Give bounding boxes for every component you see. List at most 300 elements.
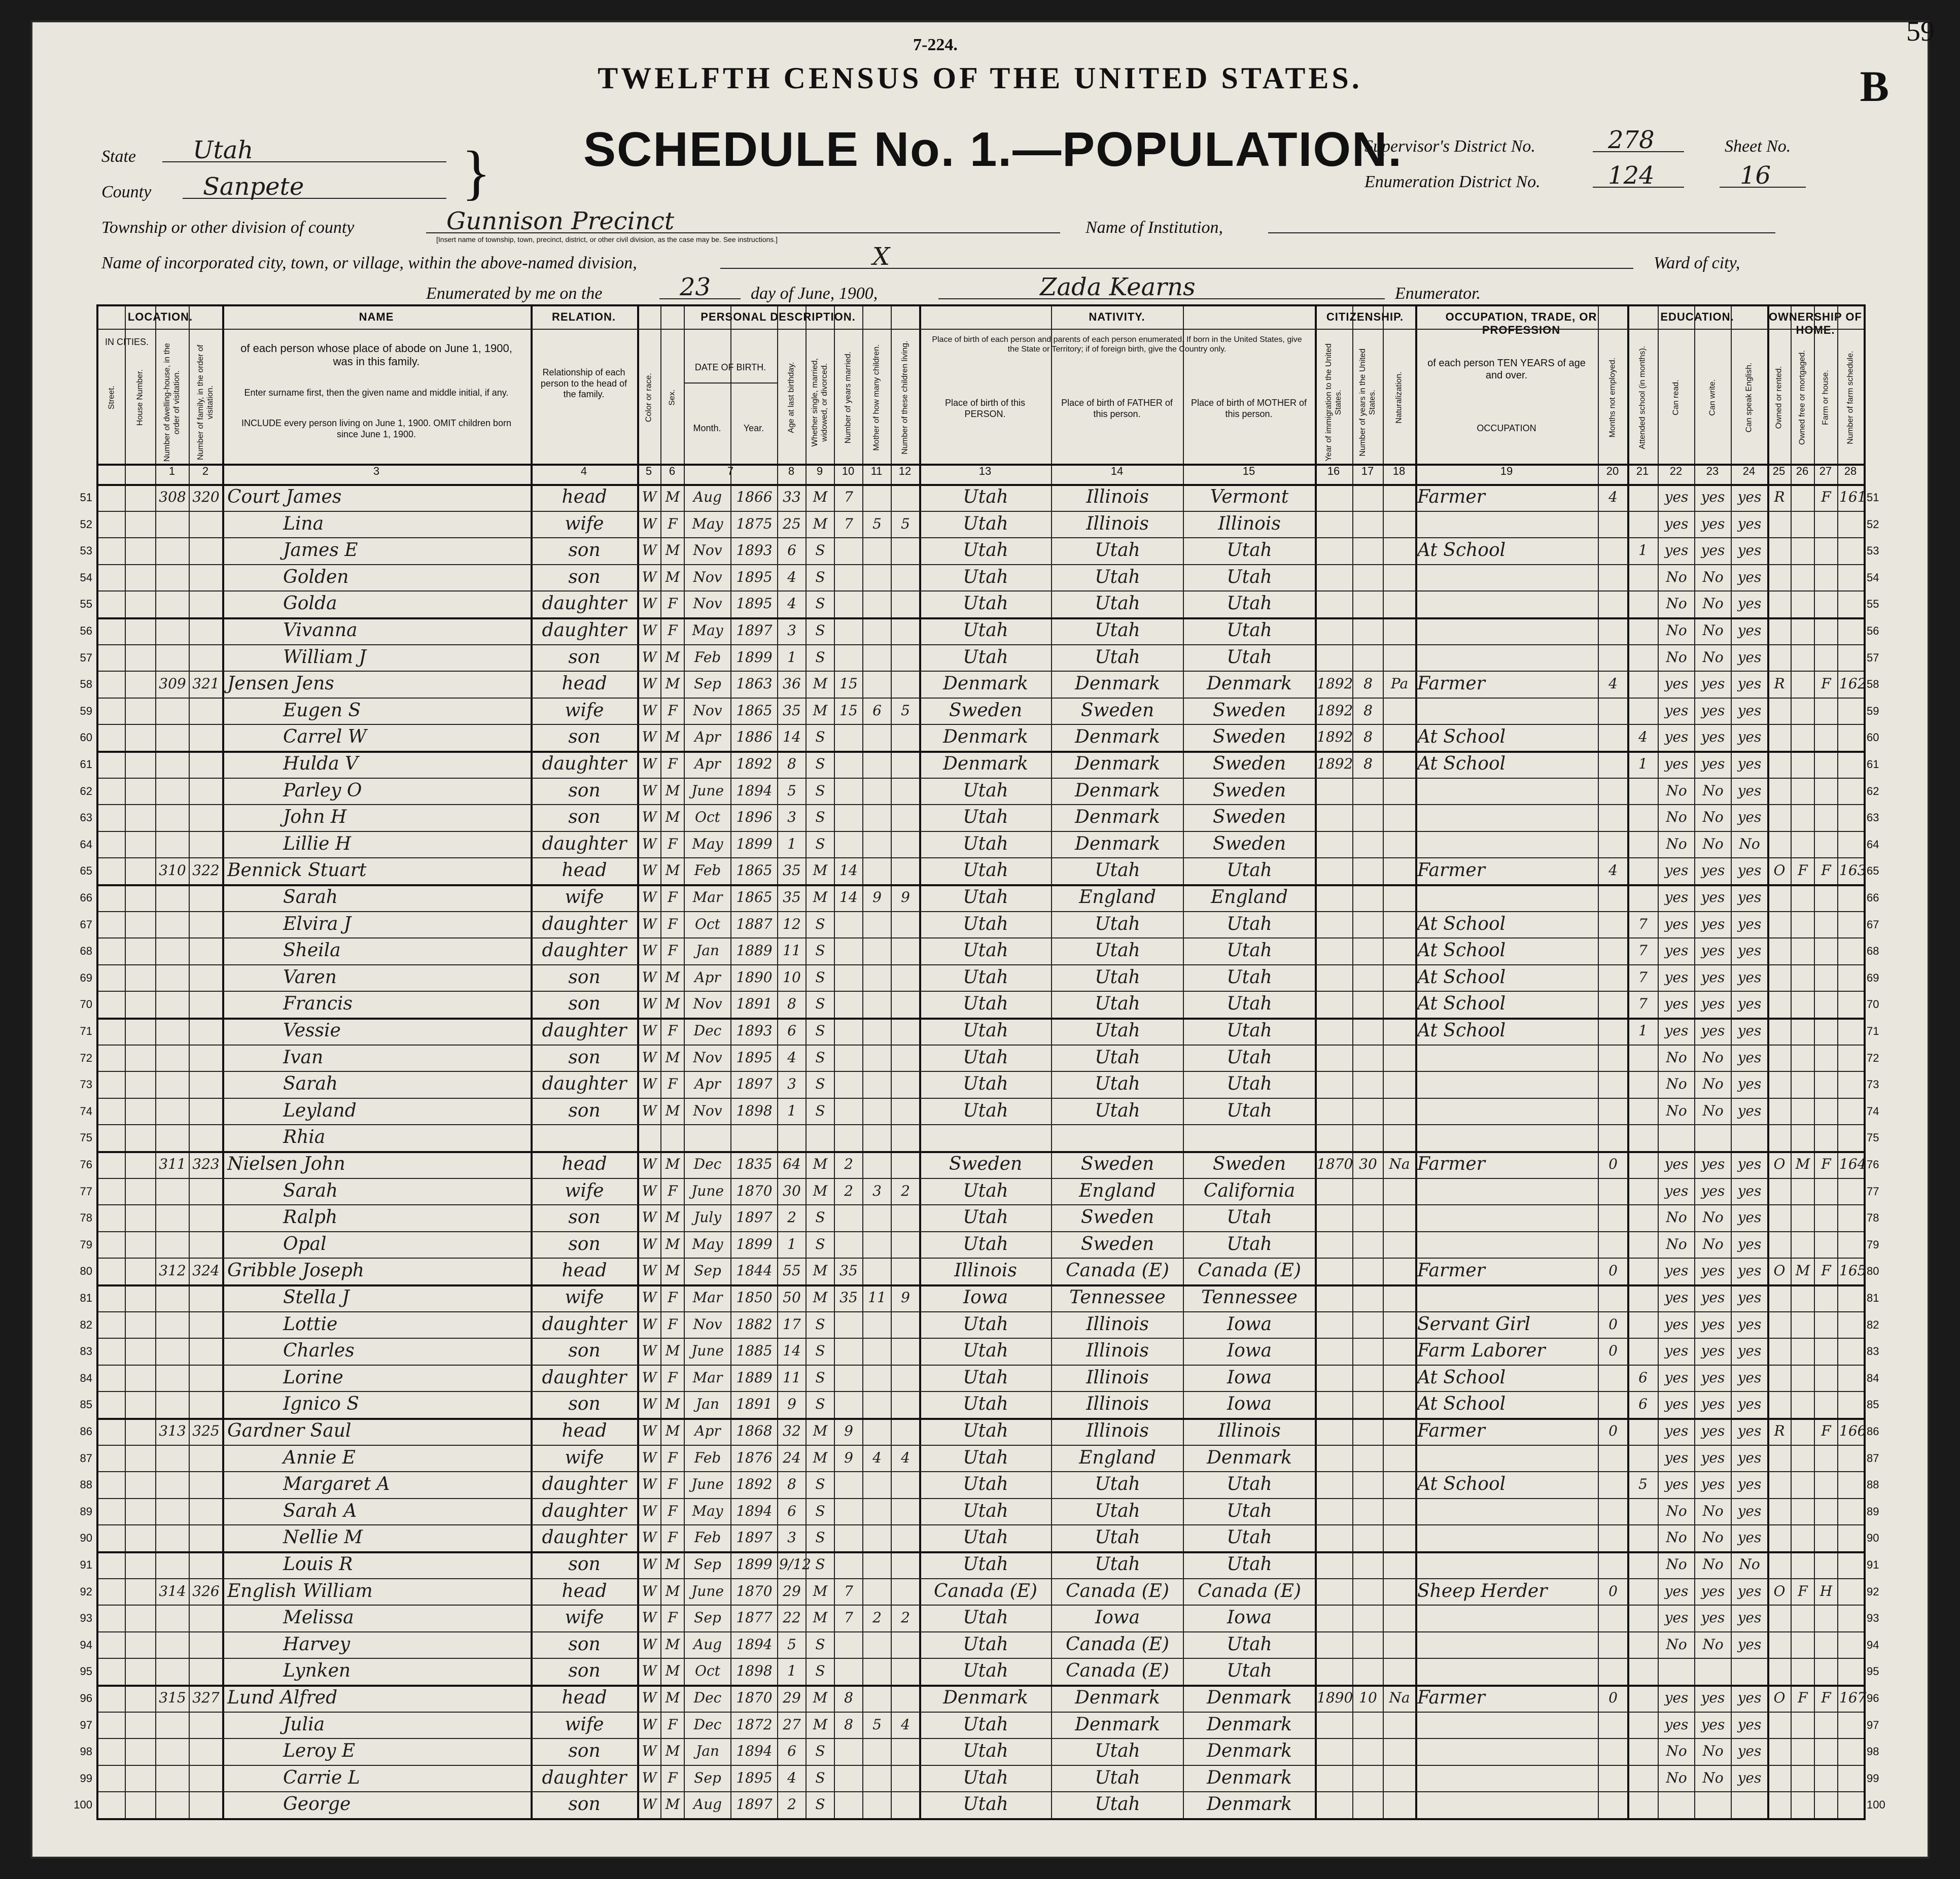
cell-sex: M (665, 1636, 680, 1653)
cell-bm: Utah (1227, 566, 1272, 587)
cell-month: July (693, 1209, 722, 1226)
cell-relation: son (568, 566, 601, 587)
cell-write: No (1702, 1743, 1724, 1760)
cell-write: No (1702, 1075, 1724, 1093)
cell-color: W (642, 915, 657, 932)
cell-color: W (642, 1049, 657, 1066)
group-header-education: EDUCATION. (1660, 310, 1734, 323)
column-number: 7 (727, 465, 734, 477)
cell-imm: 1870 (1317, 1156, 1353, 1172)
cell-marital: S (815, 1049, 825, 1066)
in-cities-header: IN CITIES. (104, 337, 149, 347)
cell-age: 22 (783, 1609, 801, 1626)
cell-marital: S (815, 1075, 825, 1093)
cell-color: W (642, 835, 657, 852)
cell-month: Dec (693, 1716, 722, 1733)
cell-month: Aug (693, 1796, 722, 1813)
cell-sched: 163 (1839, 862, 1867, 879)
cell-bm: Iowa (1227, 1367, 1272, 1388)
cell-speak: yes (1737, 942, 1762, 959)
cell-bf: Denmark (1075, 753, 1160, 774)
nativity-note: Place of birth of each person and parents of each person enumerated. If born in the United States, give the State or Territory; if of foreign birth, give the Country only. (932, 335, 1302, 354)
cell-year: 1892 (736, 1476, 773, 1493)
cell-bp: Utah (963, 913, 1008, 934)
cell-sex: F (668, 1716, 678, 1733)
year-column-header: Year. (743, 423, 764, 433)
cell-month: May (692, 515, 723, 532)
cell-bp: Utah (963, 1100, 1008, 1121)
group-header-ownership: OWNERSHIP OF HOME. (1769, 310, 1862, 336)
cell-family: 323 (192, 1156, 220, 1172)
column-rule (1837, 306, 1838, 1818)
cell-name: Sarah (283, 887, 338, 908)
cell-name: Opal (283, 1233, 327, 1255)
cell-bp: Utah (963, 620, 1008, 641)
cell-bf: Utah (1095, 913, 1140, 934)
cell-sex: M (665, 809, 680, 826)
cell-ym: 14 (839, 889, 858, 906)
cell-color: W (642, 1396, 657, 1413)
cell-bf: Canada (E) (1066, 1660, 1169, 1682)
cell-bm: Illinois (1218, 1420, 1281, 1441)
cell-age: 3 (787, 809, 796, 826)
column-rule (1694, 306, 1695, 1818)
column-rule (1352, 306, 1353, 1818)
cell-relation: son (568, 1660, 601, 1682)
cell-bf: Sweden (1080, 1154, 1154, 1174)
cell-ym: 7 (844, 1582, 853, 1599)
cell-color: W (642, 862, 657, 879)
cell-age: 8 (787, 755, 796, 772)
cell-sex: M (665, 1049, 680, 1066)
cell-speak: yes (1737, 1049, 1762, 1066)
cell-color: W (642, 809, 657, 826)
column-rule (1731, 306, 1732, 1818)
cell-read: yes (1664, 1289, 1689, 1306)
cell-bm: Denmark (1207, 1794, 1292, 1815)
cell-bp: Utah (963, 1767, 1008, 1788)
cell-write: No (1702, 622, 1724, 639)
cell-read: No (1666, 835, 1687, 852)
occupation-column-header: OCCUPATION (1477, 423, 1536, 433)
cell-age: 1 (787, 835, 796, 852)
column-header-nat: Naturalization. (1394, 371, 1404, 424)
cell-bp: Utah (963, 1367, 1008, 1388)
line-number: 96 (80, 1692, 92, 1704)
cell-sex: M (665, 1689, 680, 1706)
cell-mu: 0 (1608, 1315, 1618, 1333)
name-column-note2: INCLUDE every person living on June 1, 1900. OMIT children born since June 1, 1900. (241, 418, 511, 439)
cell-year: 1895 (736, 595, 773, 612)
cell-speak: yes (1737, 1102, 1762, 1119)
cell-bm: Sweden (1212, 833, 1286, 854)
cell-read: yes (1664, 1582, 1689, 1599)
cell-bm: Utah (1227, 1554, 1272, 1575)
cell-bf: Illinois (1086, 1367, 1149, 1388)
cell-name: George (283, 1794, 351, 1815)
cell-color: W (642, 995, 657, 1013)
cell-age: 6 (787, 1502, 796, 1519)
cell-age: 14 (783, 728, 801, 746)
cell-family: 320 (192, 489, 220, 505)
cell-age: 1 (787, 648, 796, 666)
column-number: 17 (1361, 465, 1374, 477)
line-number-right: 100 (1867, 1798, 1885, 1812)
cell-marital: M (813, 1289, 828, 1306)
column-header-read: Can read. (1671, 379, 1681, 415)
cell-yus: 8 (1363, 728, 1373, 746)
cell-year: 1899 (736, 835, 773, 852)
group-header-occupation: OCCUPATION, TRADE, OR PROFESSION (1445, 310, 1597, 336)
cell-bp: Utah (963, 513, 1008, 534)
schedule-title: SCHEDULE No. 1.—POPULATION. (583, 122, 1403, 177)
cell-relation: wife (565, 1607, 604, 1628)
cell-bf: Illinois (1086, 1420, 1149, 1441)
line-number: 88 (80, 1478, 92, 1491)
line-number-right: 94 (1867, 1638, 1879, 1651)
date-of-birth-header: DATE OF BIRTH. (694, 362, 766, 372)
cell-marital: M (813, 1156, 828, 1172)
cell-speak: No (1739, 1556, 1760, 1573)
cell-relation: son (568, 966, 601, 988)
cell-bf: Illinois (1086, 1394, 1149, 1415)
column-header-marital: Whether single, married, widowed, or divorced. (810, 358, 829, 447)
cell-color: W (642, 889, 657, 906)
cell-year: 1899 (736, 1556, 773, 1573)
column-rule (155, 306, 156, 1818)
cell-own: O (1773, 1262, 1786, 1279)
line-number-right: 55 (1867, 598, 1879, 611)
cell-relation: head (562, 1154, 607, 1174)
cell-occ: At School (1417, 540, 1506, 561)
cell-bf: Canada (E) (1066, 1580, 1169, 1602)
cell-color: W (642, 1075, 657, 1093)
cell-att: 1 (1638, 1022, 1648, 1039)
line-number-right: 82 (1867, 1318, 1879, 1331)
cell-marital: S (815, 542, 825, 559)
cell-ym: 8 (844, 1689, 853, 1706)
cell-ym: 2 (844, 1156, 853, 1172)
cell-year: 1889 (736, 942, 773, 959)
cell-speak: yes (1737, 728, 1762, 746)
supervisor-line (1593, 126, 1684, 152)
column-number: 24 (1742, 465, 1756, 477)
cell-age: 3 (787, 1075, 796, 1093)
line-number: 74 (80, 1104, 92, 1118)
line-number-right: 99 (1867, 1771, 1879, 1785)
occupation-note: of each person TEN YEARS of age and over. (1427, 358, 1586, 381)
cell-read: yes (1664, 995, 1689, 1013)
cell-bp: Utah (963, 1554, 1008, 1575)
cell-bf: Utah (1095, 1500, 1140, 1521)
cell-dwelling: 311 (159, 1156, 186, 1172)
cell-sex: M (665, 675, 680, 692)
column-rule (1183, 306, 1184, 1818)
column-header-color: Color or race. (644, 373, 653, 423)
column-number: 14 (1110, 465, 1124, 477)
cell-year: 1885 (736, 1342, 773, 1360)
cell-write: No (1702, 1049, 1724, 1066)
cell-dwelling: 313 (159, 1422, 186, 1439)
cell-color: W (642, 1422, 657, 1439)
ward-label: Ward of city, (1654, 254, 1740, 272)
cell-read: No (1666, 1556, 1687, 1573)
cell-mu: 0 (1608, 1156, 1618, 1172)
cell-marital: S (815, 1342, 825, 1360)
column-header-family: Number of family, in the order of visitation. (196, 344, 215, 460)
cell-read: yes (1664, 1369, 1689, 1386)
cell-mu: 4 (1608, 862, 1618, 879)
cell-write: yes (1701, 728, 1725, 746)
cell-bp: Utah (963, 780, 1008, 801)
cell-write: No (1702, 809, 1724, 826)
cell-relation: son (568, 807, 601, 828)
cell-write: No (1702, 1529, 1724, 1546)
cell-read: yes (1664, 728, 1689, 746)
cell-bf: Sweden (1080, 700, 1154, 721)
cell-sched: 164 (1839, 1156, 1867, 1172)
cell-name: Hulda V (283, 753, 359, 774)
cell-name: Varen (283, 966, 337, 988)
column-number: 12 (898, 465, 912, 477)
cell-age: 64 (783, 1156, 801, 1172)
cell-month: Feb (694, 1449, 721, 1466)
cell-age: 10 (783, 968, 801, 986)
column-rule (1383, 306, 1384, 1818)
cell-color: W (642, 1369, 657, 1386)
cell-year: 1894 (736, 1502, 773, 1519)
township-label: Township or other division of county (101, 218, 355, 237)
line-number: 93 (80, 1612, 92, 1625)
column-number: 3 (373, 465, 380, 477)
cell-marital: S (815, 568, 825, 585)
cell-month: Feb (694, 648, 721, 666)
cell-year: 1835 (736, 1156, 773, 1172)
cell-marital: S (815, 1396, 825, 1413)
line-number-right: 84 (1867, 1371, 1879, 1384)
cell-ym: 9 (844, 1422, 853, 1439)
cell-bm: California (1203, 1180, 1296, 1201)
line-number-right: 89 (1867, 1505, 1879, 1518)
column-number: 13 (978, 465, 992, 477)
cell-color: W (642, 1769, 657, 1786)
cell-marital: S (815, 1556, 825, 1573)
cell-age: 25 (783, 515, 801, 532)
cell-bp: Denmark (943, 673, 1028, 694)
cell-relation: son (568, 1047, 601, 1068)
cell-color: W (642, 1636, 657, 1653)
sheet-label: Sheet No. (1725, 137, 1791, 156)
cell-read: yes (1664, 1156, 1689, 1172)
cell-relation: son (568, 1100, 601, 1121)
cell-write: yes (1701, 1289, 1725, 1306)
cell-mc: 4 (872, 1449, 882, 1466)
cell-bp: Utah (963, 1233, 1008, 1255)
cell-bf: Utah (1095, 1047, 1140, 1068)
column-rule (660, 306, 661, 1818)
cell-color: W (642, 1796, 657, 1813)
cell-speak: yes (1737, 489, 1762, 505)
cell-relation: head (562, 1580, 607, 1602)
cell-write: yes (1701, 1422, 1725, 1439)
cell-write: yes (1701, 1476, 1725, 1493)
cell-write: yes (1701, 515, 1725, 532)
cell-relation: daughter (542, 1367, 627, 1388)
cell-sex: F (668, 755, 678, 772)
cell-month: Nov (693, 1102, 722, 1119)
cell-year: 1892 (736, 755, 773, 772)
group-header-name: NAME (359, 310, 394, 323)
cell-sex: F (668, 1315, 678, 1333)
cell-marital: M (813, 515, 828, 532)
cell-att: 7 (1638, 968, 1648, 986)
cell-sex: M (665, 1156, 680, 1172)
cell-month: Jan (696, 942, 719, 959)
cell-speak: yes (1737, 968, 1762, 986)
cell-bm: Utah (1227, 593, 1272, 614)
column-header-bf: Place of birth of FATHER of this person. (1061, 398, 1173, 419)
cell-sex: F (668, 1289, 678, 1306)
line-number: 51 (80, 491, 92, 504)
cell-marital: S (815, 755, 825, 772)
cell-bm: Utah (1227, 1100, 1272, 1121)
cell-yus: 30 (1359, 1156, 1377, 1172)
cell-bp: Illinois (954, 1260, 1017, 1281)
cell-color: W (642, 542, 657, 559)
column-rule (862, 306, 863, 1818)
cell-bm: Sweden (1212, 726, 1286, 748)
line-number: 86 (80, 1425, 92, 1438)
cell-imm: 1890 (1317, 1689, 1353, 1706)
column-number: 10 (842, 465, 855, 477)
cell-read: No (1666, 1209, 1687, 1226)
cell-write: yes (1701, 542, 1725, 559)
cell-year: 1865 (736, 889, 773, 906)
cell-age: 35 (783, 889, 801, 906)
cell-relation: son (568, 726, 601, 748)
city-label: Name of incorporated city, town, or village, within the above-named division, (101, 254, 637, 272)
column-header-imm: Year of immigration to the United States. (1324, 343, 1343, 462)
cell-att: 7 (1638, 995, 1648, 1013)
cell-relation: wife (565, 1447, 604, 1468)
cell-write: yes (1701, 915, 1725, 932)
line-number-right: 92 (1867, 1585, 1879, 1598)
line-number-right: 85 (1867, 1398, 1879, 1411)
line-number: 80 (80, 1265, 92, 1278)
cell-write: No (1702, 1769, 1724, 1786)
group-header-personal: PERSONAL DESCRIPTION. (701, 310, 856, 323)
cell-ym: 7 (844, 1609, 853, 1626)
cell-month: Nov (693, 542, 722, 559)
cell-write: yes (1701, 489, 1725, 505)
cell-color: W (642, 1476, 657, 1493)
cell-name: Gribble Joseph (227, 1260, 364, 1281)
cell-own: O (1773, 1582, 1786, 1599)
cell-farm: F (1821, 1262, 1831, 1279)
cell-read: yes (1664, 1022, 1689, 1039)
cell-marital: S (815, 809, 825, 826)
cell-name: John H (283, 807, 347, 828)
cell-month: Sep (694, 1556, 721, 1573)
cell-name: Melissa (283, 1607, 354, 1628)
cell-family: 321 (192, 675, 220, 692)
cell-family: 322 (192, 862, 220, 879)
cell-color: W (642, 1289, 657, 1306)
city-value: X (872, 242, 890, 271)
cell-age: 3 (787, 1529, 796, 1546)
cell-bp: Sweden (949, 1154, 1023, 1174)
cell-name: English William (227, 1580, 373, 1602)
cell-occ: Farmer (1417, 1687, 1485, 1708)
cell-relation: son (568, 1554, 601, 1575)
cell-age: 4 (787, 568, 796, 585)
cell-year: 1894 (736, 782, 773, 799)
cell-year: 1898 (736, 1662, 773, 1680)
cell-mu: 0 (1608, 1342, 1618, 1360)
line-number-right: 60 (1867, 731, 1879, 744)
line-number: 62 (80, 784, 92, 797)
cell-bf: Denmark (1075, 726, 1160, 748)
column-header-att: Attended school (in months). (1638, 345, 1647, 449)
cell-sex: F (668, 835, 678, 852)
cell-bm: Utah (1227, 913, 1272, 934)
cell-marital: S (815, 595, 825, 612)
cell-name: Vessie (283, 1020, 341, 1041)
cell-read: yes (1664, 1342, 1689, 1360)
cell-age: 6 (787, 1022, 796, 1039)
cell-color: W (642, 1022, 657, 1039)
cell-own: R (1774, 489, 1785, 505)
cell-bf: Utah (1095, 566, 1140, 587)
cell-name: Harvey (283, 1633, 351, 1655)
cell-bp: Utah (963, 966, 1008, 988)
line-number: 69 (80, 971, 92, 984)
cell-speak: yes (1737, 1636, 1762, 1653)
township-value: Gunnison Precinct (446, 207, 675, 235)
column-number: 22 (1669, 465, 1683, 477)
line-number: 82 (80, 1318, 92, 1331)
cell-bf: Denmark (1075, 807, 1160, 828)
cell-speak: yes (1737, 1582, 1762, 1599)
cell-bp: Utah (963, 486, 1008, 507)
cell-occ: At School (1417, 993, 1506, 1015)
cell-bf: Illinois (1086, 1313, 1149, 1335)
cell-marital: S (815, 1369, 825, 1386)
cell-write: yes (1701, 675, 1725, 692)
line-number-right: 53 (1867, 544, 1879, 558)
cell-sex: M (665, 1582, 680, 1599)
cell-att: 7 (1638, 942, 1648, 959)
cell-color: W (642, 1556, 657, 1573)
cell-relation: daughter (542, 753, 627, 774)
group-header-relation: RELATION. (552, 310, 616, 323)
month-column-header: Month. (693, 423, 721, 433)
cell-bf: Denmark (1075, 673, 1160, 694)
line-number: 56 (80, 624, 92, 637)
column-number: 19 (1500, 465, 1513, 477)
cell-write: No (1702, 1235, 1724, 1252)
cell-occ: At School (1417, 726, 1506, 748)
column-number: 8 (788, 465, 795, 477)
cell-family: 324 (192, 1262, 220, 1279)
cell-year: 1886 (736, 728, 773, 746)
cell-bp: Utah (963, 1660, 1008, 1682)
cell-bm: Denmark (1207, 1714, 1292, 1735)
cell-occ: At School (1417, 1367, 1506, 1388)
line-number: 66 (80, 891, 92, 904)
line-number-right: 88 (1867, 1478, 1879, 1491)
cell-marital: S (815, 1102, 825, 1119)
